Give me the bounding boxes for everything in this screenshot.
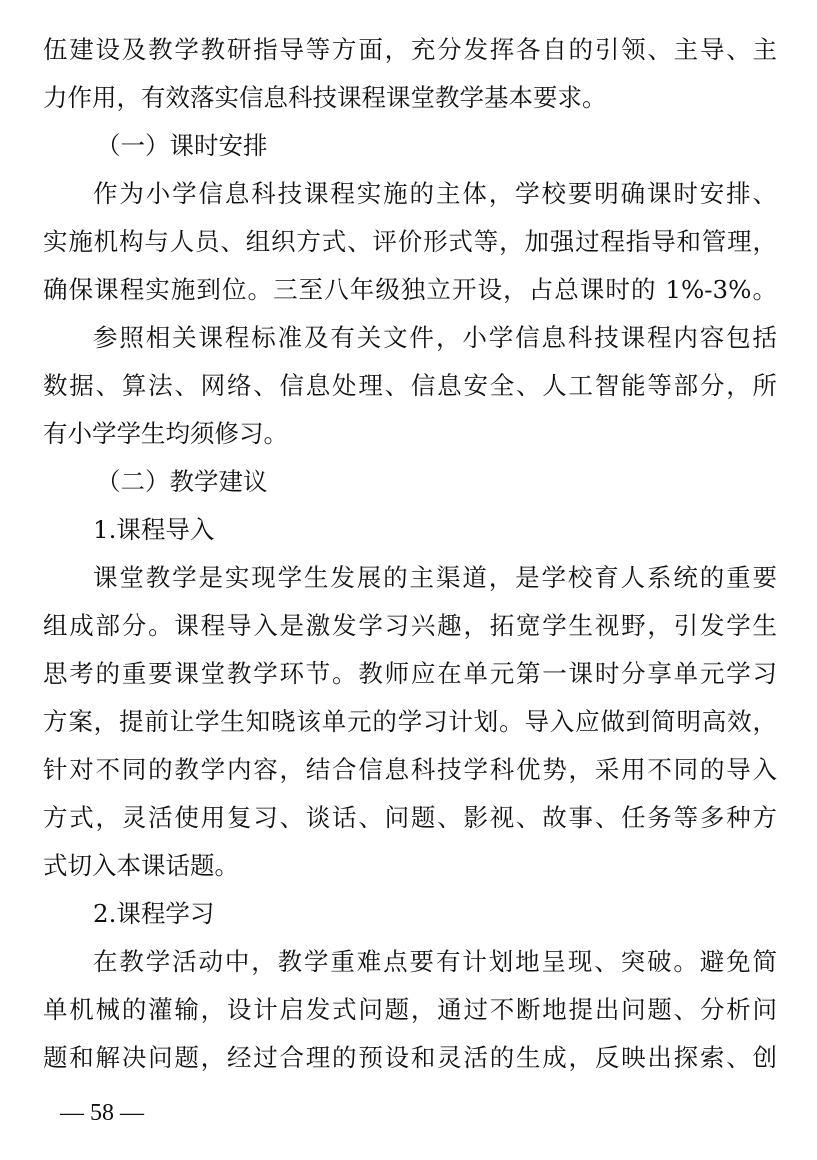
paragraph-text: 方案，提前让学生知晓该单元的学习计划。导入应做到简明高效， [43, 707, 777, 736]
text-line-18 [0, 846, 817, 886]
text-line-9 [0, 414, 817, 454]
section-heading-text: （一）课时安排 [96, 131, 268, 160]
subheading-2 [0, 894, 817, 934]
paragraph-text: 课堂教学是实现学生发展的主渠道，是学校育人系统的重要 [93, 563, 777, 592]
paragraph-text: 单机械的灌输，设计启发式问题，通过不断地提出问题、分析问 [43, 995, 777, 1024]
paragraph-text: 方式，灵活使用复习、谈话、问题、影视、故事、任务等多种方 [43, 803, 777, 832]
text-line-15 [0, 702, 817, 742]
text-line-7 [0, 318, 817, 358]
text-line-13 [0, 606, 817, 646]
paragraph-text: 针对不同的教学内容，结合信息科技学科优势，采用不同的导入 [43, 755, 777, 784]
paragraph-text: 题和解决问题，经过合理的预设和灵活的生成，反映出探索、创 [43, 1043, 777, 1072]
paragraph-text: 数据、算法、网络、信息处理、信息安全、人工智能等部分，所 [43, 371, 777, 400]
subheading-text: 1.课程导入 [93, 515, 215, 544]
paragraph-text: 在教学活动中，教学重难点要有计划地呈现、突破。避免简 [93, 947, 777, 976]
text-line-1 [0, 30, 817, 70]
paragraph-text: 伍建设及教学教研指导等方面，充分发挥各自的引领、主导、主 [43, 35, 777, 64]
text-line-4 [0, 174, 817, 214]
subheading-1 [0, 510, 817, 550]
paragraph-text: 确保课程实施到位。三至八年级独立开设，占总课时的 1%-3%。 [43, 275, 777, 304]
text-line-20 [0, 942, 817, 982]
section-heading-1 [0, 126, 817, 166]
text-line-16 [0, 750, 817, 790]
text-line-17 [0, 798, 817, 838]
paragraph-text: 参照相关课程标准及有关文件，小学信息科技课程内容包括 [93, 323, 777, 352]
paragraph-text: 作为小学信息科技课程实施的主体，学校要明确课时安排、 [93, 179, 777, 208]
section-heading-2 [0, 462, 817, 502]
text-line-22 [0, 1038, 817, 1078]
subheading-text: 2.课程学习 [93, 899, 215, 928]
paragraph-text: 组成部分。课程导入是激发学习兴趣，拓宽学生视野，引发学生 [43, 611, 777, 640]
text-line-12 [0, 558, 817, 598]
text-line-14 [0, 654, 817, 694]
text-line-21 [0, 990, 817, 1030]
page-number: — 58 — [60, 1100, 144, 1126]
paragraph-text: 有小学学生均须修习。 [43, 419, 288, 448]
paragraph-text: 力作用，有效落实信息科技课程课堂教学基本要求。 [43, 83, 607, 112]
paragraph-text: 式切入本课话题。 [43, 851, 239, 880]
paragraph-text: 思考的重要课堂教学环节。教师应在单元第一课时分享单元学习 [43, 659, 777, 688]
text-line-2 [0, 78, 817, 118]
text-line-8 [0, 366, 817, 406]
paragraph-text: 实施机构与人员、组织方式、评价形式等，加强过程指导和管理， [43, 227, 777, 256]
text-line-6 [0, 270, 817, 310]
text-line-5 [0, 222, 817, 262]
section-heading-text: （二）教学建议 [96, 467, 268, 496]
